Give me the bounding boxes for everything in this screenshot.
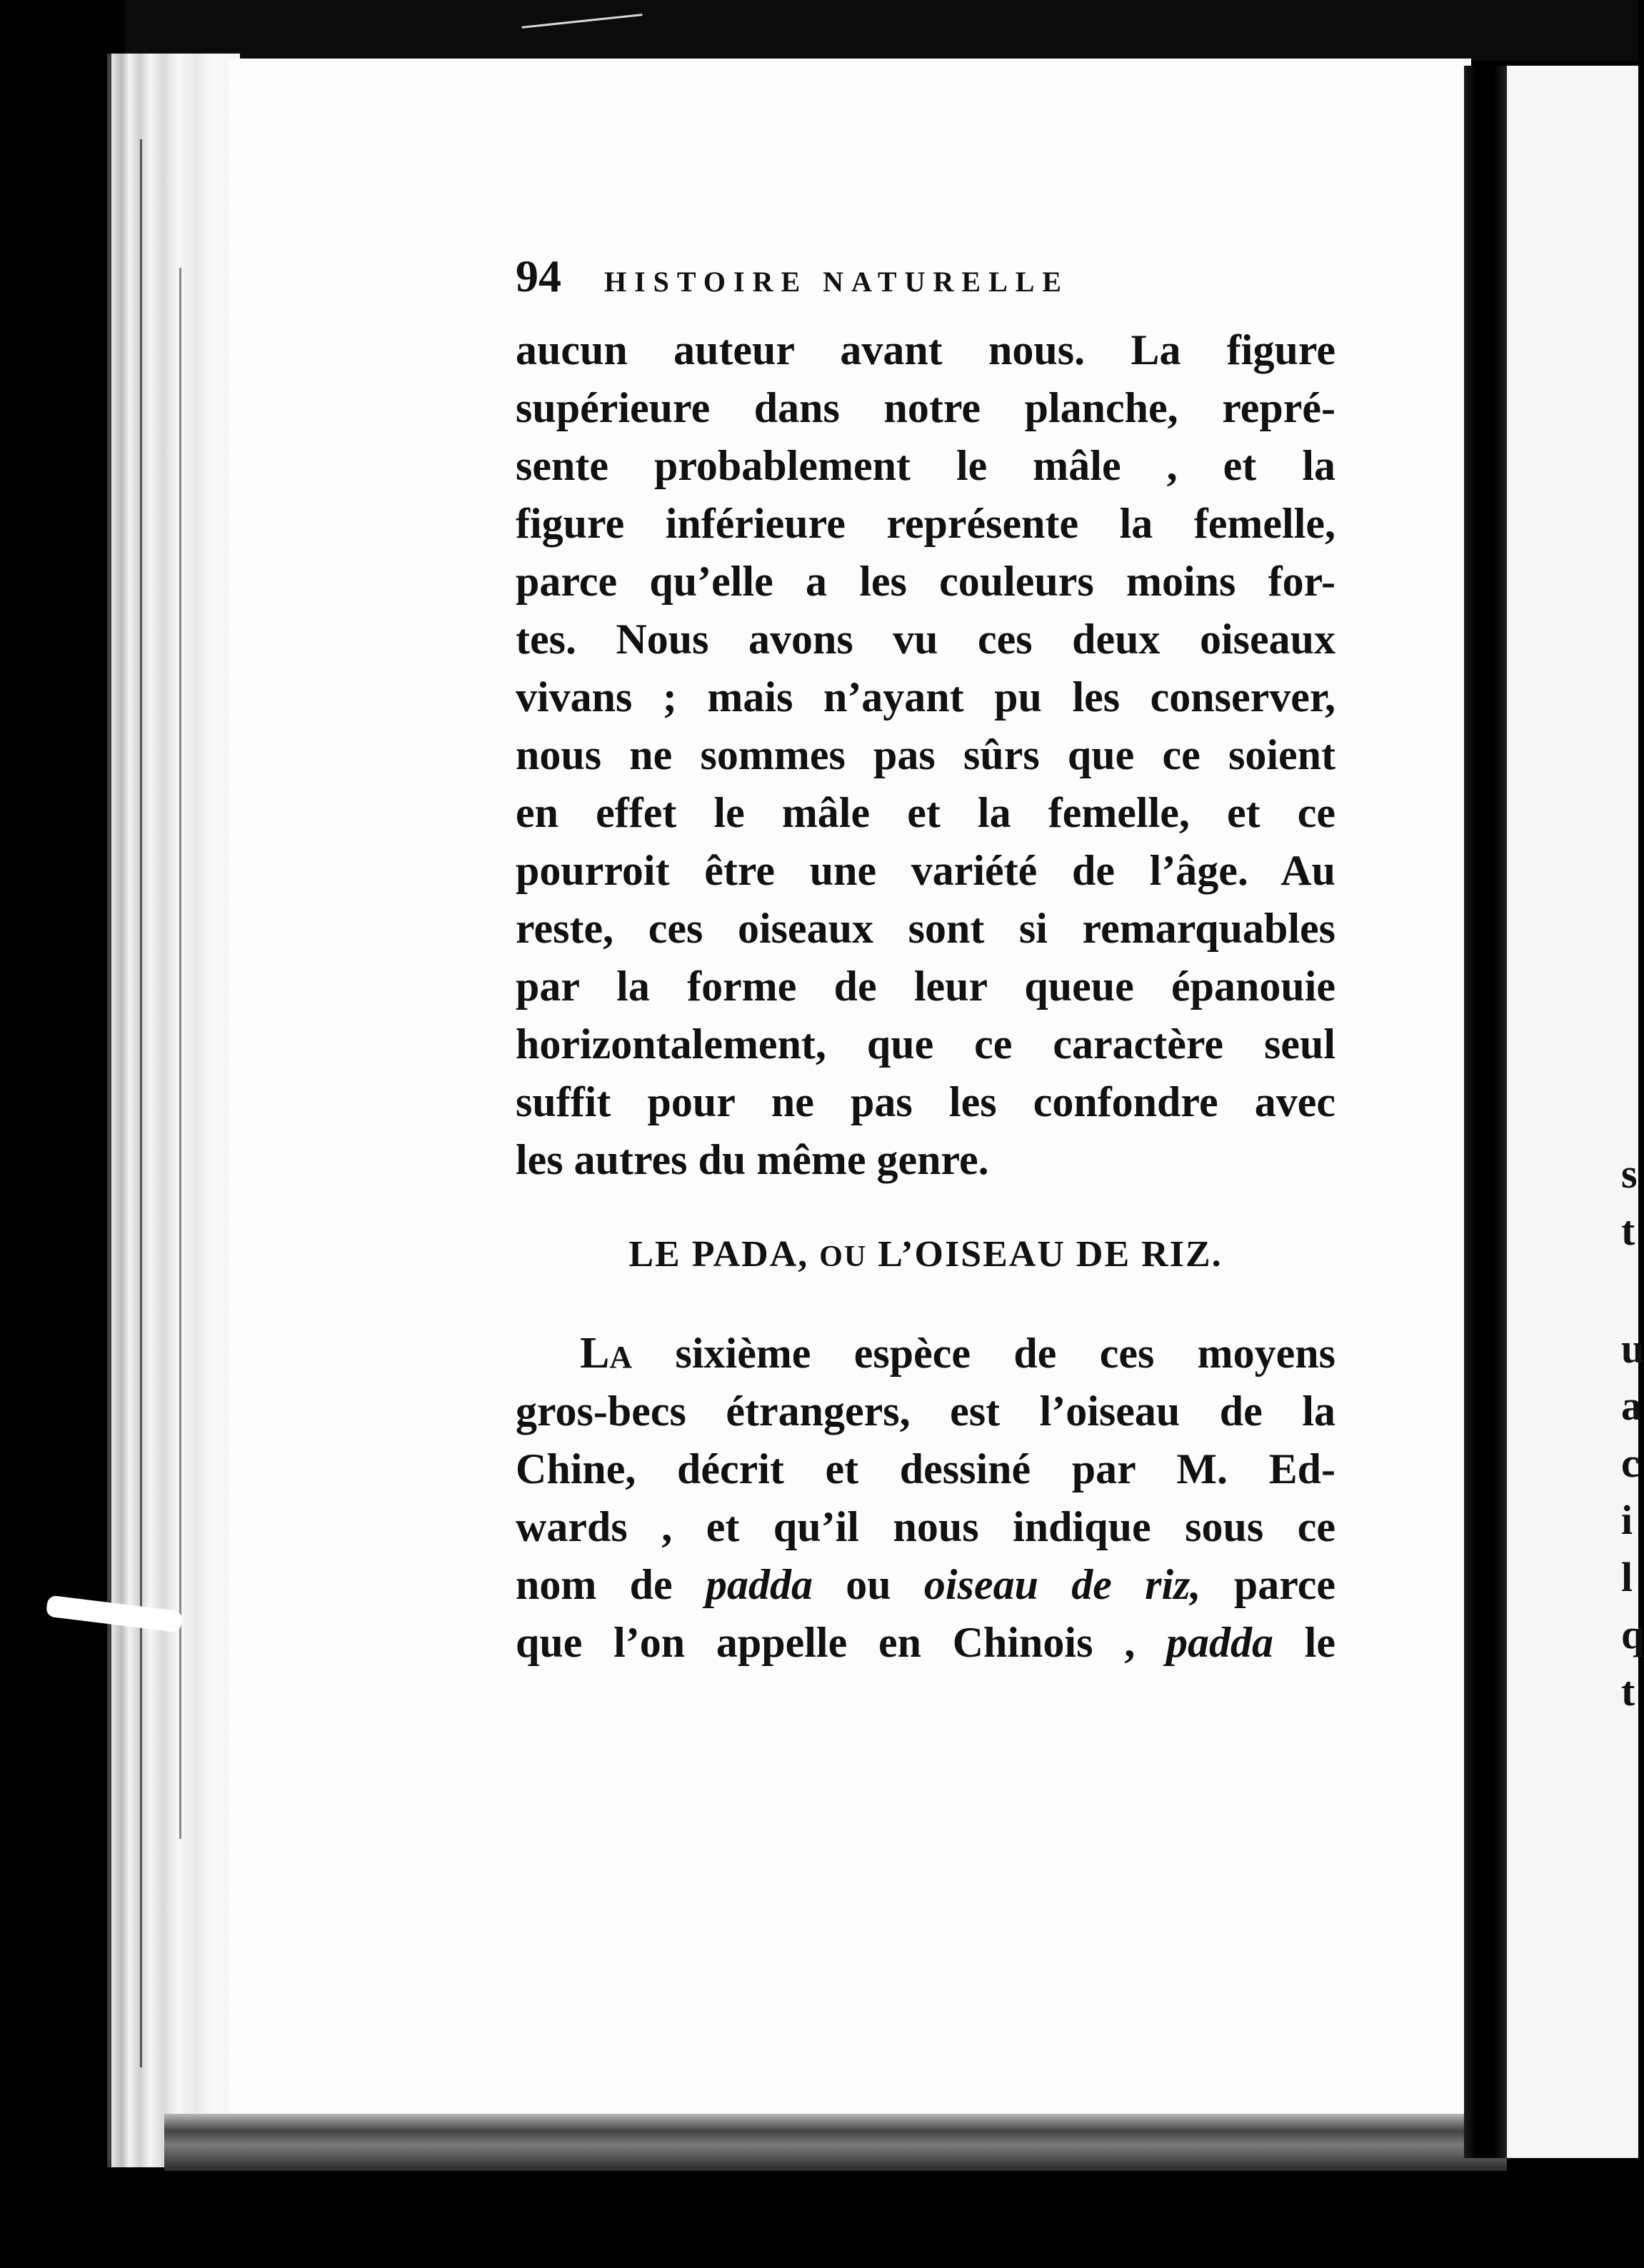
- text-line: gros-becs étrangers, est l’oiseau de la: [516, 1388, 1335, 1435]
- text-run: nom de: [516, 1561, 673, 1608]
- small-capital: A: [609, 1340, 633, 1375]
- bottom-dark-band: [0, 2171, 1638, 2268]
- edge-crease: [179, 268, 181, 1839]
- facing-page-strip: [1507, 66, 1638, 2158]
- text-line: figure inférieure représente la femelle,: [516, 500, 1335, 547]
- text-run: ou: [846, 1561, 891, 1608]
- paragraph-1: [516, 321, 1335, 1189]
- facing-page-letter: s: [1621, 1150, 1638, 1197]
- left-dark-margin: [0, 0, 125, 2268]
- text-line: par la forme de leur queue épanouie: [516, 963, 1335, 1010]
- text-line: tes. Nous avons vu ces deux oiseaux: [516, 616, 1335, 663]
- running-head: [516, 250, 1335, 321]
- paragraph-2: [516, 1325, 1335, 1672]
- page-number: 94: [516, 251, 561, 301]
- page-text-block: [516, 250, 1335, 1672]
- facing-page-letter: c: [1621, 1440, 1640, 1486]
- italic-term: padda: [705, 1561, 813, 1608]
- heading-conjunction: OU: [819, 1240, 868, 1273]
- page-bottom-edge: [164, 2114, 1507, 2171]
- text-line: [516, 1614, 1335, 1672]
- text-line: [516, 1325, 1335, 1383]
- text-line: reste, ces oiseaux sont si remarquables: [516, 905, 1335, 952]
- text-line: vivans ; mais n’ayant pu les conserver,: [516, 673, 1335, 721]
- facing-page-letter: u: [1621, 1325, 1644, 1372]
- edge-crease: [140, 139, 142, 2067]
- text-line: Chine, décrit et dessiné par M. Ed-: [516, 1445, 1335, 1492]
- heading-part: L’OISEAU DE RIZ.: [878, 1234, 1223, 1275]
- text-line: horizontalement, que ce caractère seul: [516, 1020, 1335, 1068]
- text-run: que l’on appelle en Chinois ,: [516, 1619, 1136, 1666]
- text-line: aucun auteur avant nous. La figure: [516, 326, 1335, 373]
- facing-page-letter: a: [1621, 1383, 1642, 1429]
- text-line: suffit pour ne pas les confondre avec: [516, 1078, 1335, 1125]
- book-gutter: [1464, 66, 1507, 2158]
- facing-page-letter: l: [1621, 1554, 1633, 1600]
- facing-page-letter: t: [1621, 1208, 1635, 1254]
- text-run: parce: [1233, 1561, 1336, 1608]
- italic-term: oiseau de riz,: [923, 1561, 1201, 1608]
- worn-page-edge: [107, 54, 240, 2167]
- text-line: les autres du même genre.: [516, 1136, 989, 1183]
- text-line: sente probablement le mâle , et la: [516, 442, 1335, 489]
- facing-page-letter: t: [1621, 1668, 1635, 1715]
- text-line: parce qu’elle a les couleurs moins for-: [516, 558, 1335, 605]
- heading-part: LE PADA,: [628, 1234, 809, 1275]
- running-title: HISTOIRE NATURELLE: [604, 266, 1070, 298]
- italic-term: padda: [1166, 1619, 1273, 1666]
- facing-page-letter: i: [1621, 1497, 1633, 1543]
- text-line: wards , et qu’il nous indique sous ce: [516, 1503, 1335, 1550]
- text-line: pourroit être une variété de l’âge. Au: [516, 847, 1335, 894]
- initial-capital: L: [580, 1329, 610, 1378]
- text-line: en effet le mâle et la femelle, et ce: [516, 789, 1335, 836]
- text-run: le: [1304, 1619, 1336, 1666]
- text-line: [516, 1556, 1335, 1614]
- top-dark-band: [0, 0, 1638, 61]
- section-heading: [516, 1226, 1335, 1283]
- text-line: supérieure dans notre planche, repré-: [516, 384, 1335, 431]
- text-line: nous ne sommes pas sûrs que ce soient: [516, 731, 1335, 778]
- facing-page-letter: q: [1621, 1611, 1644, 1657]
- text-run: sixième espèce de ces moyens: [675, 1330, 1336, 1377]
